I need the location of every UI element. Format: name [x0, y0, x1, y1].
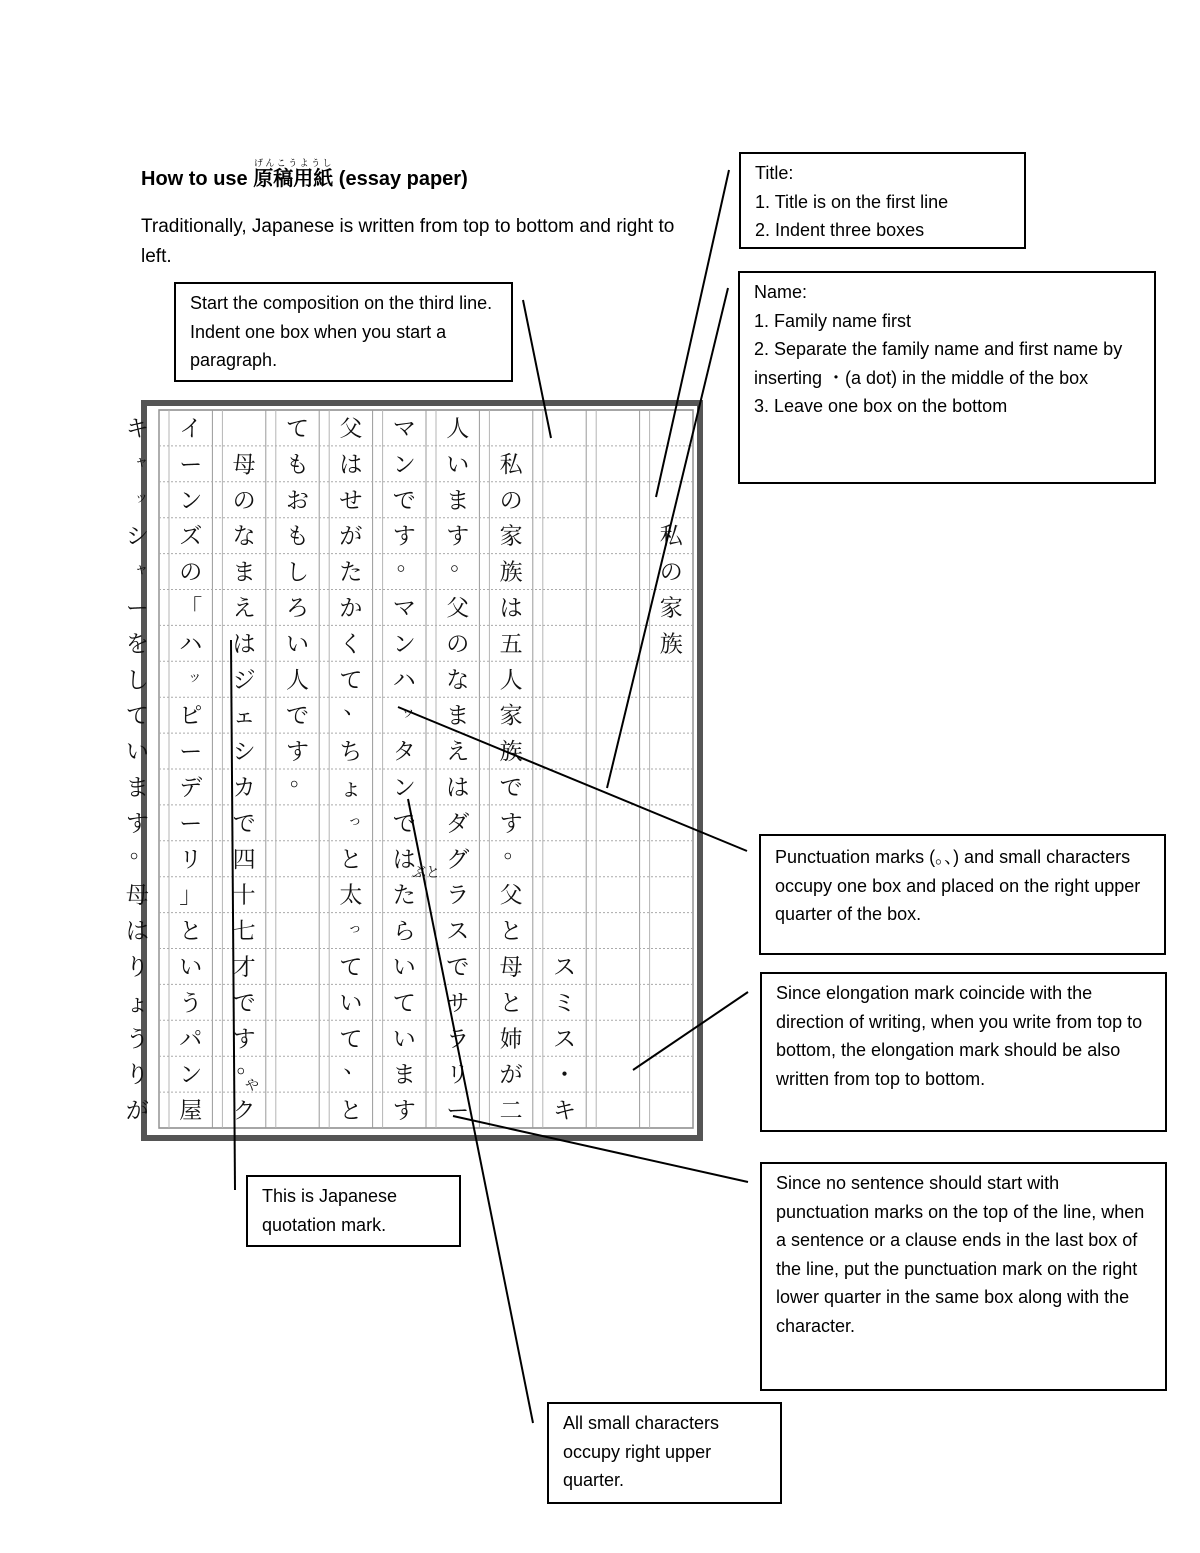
essay-char: 屋 [179, 1098, 203, 1125]
essay-char: 母 [499, 954, 523, 981]
essay-char: ミ [553, 990, 576, 1017]
note-start-composition: Start the composition on the third line. Indent one box when you start a paragraph. [174, 282, 513, 382]
essay-char: す [392, 523, 416, 550]
essay-char: 族 [659, 631, 683, 658]
essay-char: う [125, 1026, 149, 1053]
essay-grid [125, 395, 703, 1143]
essay-char: い [286, 631, 309, 658]
essay-char: す [125, 810, 149, 837]
essay-char: 人 [446, 415, 470, 442]
essay-char: え [446, 739, 470, 766]
essay-char: り [125, 954, 149, 981]
essay-char: 母 [125, 882, 149, 909]
essay-char: リ [446, 1062, 470, 1089]
essay-char: 母 [232, 451, 256, 478]
essay-char: ー [179, 451, 203, 478]
essay-char: 族 [499, 559, 523, 586]
note-small-characters: All small characters occupy right upper quarter. [547, 1402, 782, 1504]
essay-char: と [339, 1098, 363, 1125]
essay-char: 。 [129, 836, 153, 863]
essay-char: い [392, 1026, 416, 1053]
essay-char: も [286, 523, 309, 550]
essay-char: ク [232, 1098, 256, 1125]
essay-char: て [339, 954, 363, 981]
essay-char: ン [179, 1062, 203, 1089]
essay-char: サ [446, 990, 470, 1017]
title-kanji: 原稿用紙げんこうようし [253, 158, 334, 190]
essay-char: ち [339, 739, 363, 766]
essay-char: で [392, 487, 416, 514]
essay-char: り [125, 1062, 149, 1089]
essay-char: ェ [232, 703, 256, 730]
essay-char: で [232, 810, 256, 837]
essay-char: イ [179, 415, 203, 442]
essay-char: ー [125, 595, 149, 622]
essay-char: 父 [339, 415, 363, 442]
essay-char: な [446, 667, 470, 694]
note-punctuation: Punctuation marks (。、) and small characters occupy one box and placed on the right upper quarter of the box. [759, 834, 1166, 955]
essay-char: の [179, 559, 203, 586]
essay-char: い [392, 954, 416, 981]
title-furigana: げんこうようし [253, 158, 334, 168]
essay-char: 才 [232, 954, 256, 981]
essay-char: ょ [339, 774, 363, 801]
essay-char: 、 [343, 1052, 367, 1079]
essay-char: て [339, 667, 363, 694]
essay-char: た [339, 559, 363, 586]
essay-char: は [125, 918, 149, 945]
essay-char: で [286, 703, 309, 730]
essay-char: カ [232, 774, 256, 801]
note-quotation-mark: This is Japanese quotation mark. [246, 1175, 461, 1247]
essay-char: っ [347, 920, 362, 937]
essay-char: 。 [450, 549, 474, 576]
essay-char: の [232, 487, 256, 514]
essay-char: で [392, 810, 416, 837]
essay-char: 十 [232, 882, 256, 909]
essay-char: て [392, 990, 416, 1017]
essay-char: う [179, 990, 203, 1017]
essay-char: も [286, 451, 309, 478]
essay-char: ま [446, 487, 470, 514]
essay-char: 父 [446, 595, 470, 622]
essay-char: 私 [499, 451, 523, 478]
essay-char: ま [125, 774, 149, 801]
essay-char: ろ [286, 595, 309, 622]
essay-char: 「 [179, 595, 203, 622]
essay-char: ら [392, 918, 416, 945]
essay-char: リ [179, 846, 203, 873]
essay-char: ま [232, 559, 256, 586]
essay-char: シ [125, 523, 149, 550]
essay-char: と [339, 846, 363, 873]
genkou-youshi-sheet [125, 395, 703, 1143]
essay-char: ま [392, 1062, 416, 1089]
essay-char: ャ [134, 453, 149, 470]
essay-char: ッ [401, 705, 416, 722]
essay-char: し [286, 559, 309, 586]
essay-char: 。 [290, 764, 313, 791]
essay-char: は [339, 451, 363, 478]
essay-char: ス [446, 918, 470, 945]
essay-char: の [446, 631, 470, 658]
essay-char: が [339, 523, 363, 550]
essay-char: 五 [499, 631, 523, 658]
essay-char: で [232, 990, 256, 1017]
essay-char: 」 [179, 882, 203, 909]
note-title: Title: 1. Title is on the first line 2. Indent three boxes [739, 152, 1026, 249]
essay-char: ょ [125, 990, 149, 1017]
essay-char: せ [339, 487, 363, 514]
essay-char: か [339, 595, 363, 622]
essay-char: ま [446, 703, 470, 730]
essay-char: す [392, 1098, 416, 1125]
essay-char: ン [392, 631, 416, 658]
essay-char: 姉 [499, 1026, 523, 1053]
essay-char: い [125, 739, 149, 766]
essay-char: 。 [396, 549, 420, 576]
essay-char: ダ [446, 810, 470, 837]
essay-char: す [446, 523, 470, 550]
essay-char: い [446, 451, 470, 478]
essay-char: い [179, 954, 203, 981]
page-title [141, 158, 468, 191]
essay-char: っ [347, 812, 362, 829]
note-name: Name: 1. Family name first 2. Separate the family name and first name by inserting ・(a dot) in the middle of the box 3. Leave one box on the bottom [738, 271, 1156, 484]
title-suffix: (essay paper) [333, 168, 468, 190]
essay-char: 人 [286, 667, 309, 694]
essay-char: ッ [187, 669, 202, 686]
essay-char: の [659, 559, 683, 586]
essay-char: 人 [499, 667, 523, 694]
essay-char: 族 [499, 739, 523, 766]
essay-char: が [125, 1098, 149, 1125]
essay-char: 、 [343, 693, 367, 720]
essay-char: ッ [134, 489, 149, 506]
essay-char: 家 [659, 595, 683, 622]
essay-char: ー [179, 810, 203, 837]
essay-char: キ [553, 1098, 576, 1125]
essay-char: ー [446, 1098, 470, 1125]
essay-char: ラ [446, 1026, 470, 1053]
essay-char: の [499, 487, 523, 514]
essay-char: ス [553, 954, 576, 981]
essay-char: ズ [179, 523, 203, 550]
essay-char: 太 [339, 882, 363, 909]
essay-char: は [499, 595, 523, 622]
essay-char: キ [125, 415, 149, 442]
essay-char: パ [179, 1026, 203, 1053]
essay-char: と [499, 918, 523, 945]
essay-char: く [339, 631, 363, 658]
essay-char: ャ [134, 561, 149, 578]
essay-char: し [125, 667, 149, 694]
essay-char: 二 [499, 1098, 523, 1125]
essay-char: は [392, 846, 416, 873]
essay-char: で [499, 774, 523, 801]
title-prefix: How to use [141, 168, 254, 190]
essay-char: ラ [446, 882, 470, 909]
essay-char: ジ [232, 667, 256, 694]
essay-char: で [446, 954, 470, 981]
note-elongation: Since elongation mark coincide with the direction of writing, when you write from top to bottom, the elongation mark should be also written from top to bottom. [760, 972, 1167, 1132]
essay-char: と [499, 990, 523, 1017]
essay-char: 家 [499, 703, 523, 730]
intro-text: Traditionally, Japanese is written from top to bottom and right to left. [141, 216, 675, 267]
essay-char: と [179, 918, 203, 945]
essay-char: す [286, 739, 309, 766]
essay-char: ハ [392, 667, 416, 694]
essay-char: 家 [499, 523, 523, 550]
essay-char: ン [179, 487, 203, 514]
essay-char: が [499, 1062, 523, 1089]
essay-char: デ [179, 774, 203, 801]
essay-char: グ [446, 846, 470, 873]
essay-char: 。 [503, 836, 527, 863]
note-line-end: Since no sentence should start with punctuation marks on the top of the line, when a sentence or a clause ends in the last box of the line, put the punctuation mark on the right lower quarter in the same box along with the character. [760, 1162, 1167, 1391]
margin-note-reading: ぶと [412, 865, 440, 881]
essay-char: タ [392, 739, 416, 766]
essay-char: ー [179, 739, 203, 766]
essay-char: シ [232, 739, 256, 766]
essay-char: 七 [232, 918, 256, 945]
essay-char: 父 [499, 882, 523, 909]
essay-char: マ [392, 415, 416, 442]
essay-char: す [232, 1026, 256, 1053]
essay-char: て [339, 1026, 363, 1053]
essay-char: は [446, 774, 470, 801]
essay-char: は [232, 631, 256, 658]
essay-char: て [125, 703, 149, 730]
sheet-background [141, 395, 703, 1143]
essay-char: ピ [179, 703, 203, 730]
margin-note-ya: や [245, 1078, 259, 1094]
essay-char: す [499, 810, 523, 837]
essay-char: て [286, 415, 309, 442]
essay-char: お [286, 487, 309, 514]
essay-char: い [339, 990, 363, 1017]
essay-char: ・ [553, 1062, 576, 1089]
essay-char: マ [392, 595, 416, 622]
essay-char: 私 [659, 523, 683, 550]
essay-char: え [232, 595, 256, 622]
essay-char: ン [392, 451, 416, 478]
essay-char: ハ [179, 631, 203, 658]
essay-char: ン [392, 774, 416, 801]
essay-char: 。 [236, 1052, 260, 1079]
essay-char: な [232, 523, 256, 550]
essay-char: た [392, 882, 416, 909]
essay-char: 四 [232, 846, 256, 873]
essay-char: を [125, 631, 149, 658]
essay-char: ス [553, 1026, 576, 1053]
